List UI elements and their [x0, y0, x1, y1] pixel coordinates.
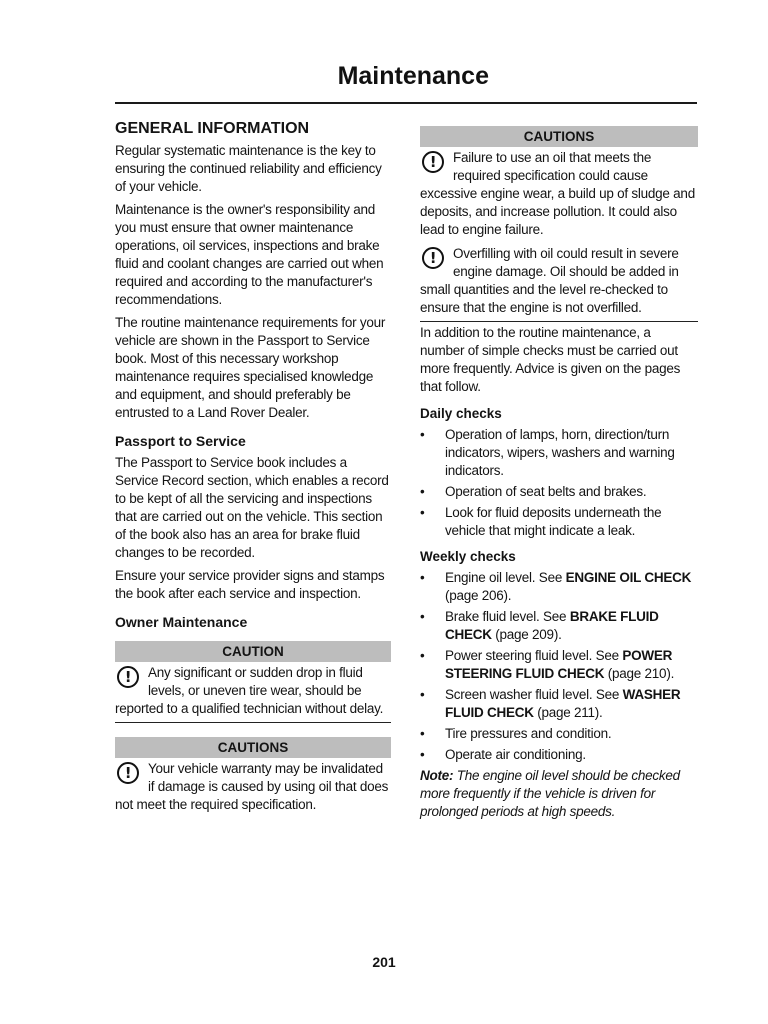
section-heading-general-information: GENERAL INFORMATION: [115, 120, 310, 137]
paragraph: Ensure your service provider signs and stamps the book after each service and inspection.: [115, 568, 385, 601]
subheading-owner-maintenance: Owner Maintenance: [115, 614, 248, 630]
subheading-passport-to-service: Passport to Service: [115, 433, 246, 449]
cautions-header: CAUTIONS: [420, 126, 698, 147]
bullet-icon: •: [420, 427, 425, 442]
cautions-box: [420, 126, 698, 322]
caution-text: Failure to use an oil that meets the required specification could cause excessive engine wear, a build up of sludge and deposits, and increase pollution. It could also lead to engine failure.: [420, 150, 695, 237]
right-column: [420, 126, 698, 826]
bullet-icon: •: [420, 687, 425, 702]
left-column: [115, 120, 391, 832]
caution-text: Your vehicle warranty may be invalidated if damage is caused by using oil that does not meet the required specification.: [115, 761, 389, 812]
title-rule: [115, 102, 697, 104]
list-item: [420, 647, 698, 683]
list-item: [420, 569, 698, 605]
paragraph-intro: In addition to the routine maintenance, a number of simple checks must be carried out more frequently. Advice is given on the pages that follow.: [420, 325, 681, 394]
caution-text: Any significant or sudden drop in fluid levels, or uneven tire wear, should be reported to a qualified technician without delay.: [115, 665, 384, 716]
caution-text: Overfilling with oil could result in severe engine damage. Oil should be added in small quantities and the level re-checked to ensure that the engine is not overfilled.: [420, 246, 679, 315]
weekly-checks-list: [420, 569, 698, 764]
note-label: Note:: [420, 768, 454, 783]
subheading-weekly-checks: Weekly checks: [420, 549, 516, 564]
list-item-text: Screen washer fluid level. See: [445, 687, 623, 702]
paragraph: The Passport to Service book includes a Service Record section, which enables a record to be kept of all the servicing and inspections that are carried out on the vehicle. This section of the book also has an area for brake fluid changes to be recorded.: [115, 455, 389, 560]
list-item: [420, 426, 698, 480]
list-item-text: Engine oil level. See: [445, 570, 566, 585]
warning-icon: !: [422, 247, 444, 269]
bullet-icon: •: [420, 505, 425, 520]
paragraph: The routine maintenance requirements for your vehicle are shown in the Passport to Service book. Most of this necessary workshop maintenance requires specialised knowledge and equipment, and should preferably be entrusted to a Land Rover Dealer.: [115, 315, 386, 420]
caution-item: [420, 243, 698, 321]
caution-header: CAUTION: [115, 641, 391, 662]
list-item: [420, 504, 698, 540]
paragraph: Maintenance is the owner's responsibility and you must ensure that owner maintenance operations, oil services, inspections and brake fluid and coolant changes are carried out when required and according to the manufacturer's recommendations.: [115, 202, 384, 307]
list-item: [420, 608, 698, 644]
warning-icon: !: [117, 762, 139, 784]
note-text: The engine oil level should be checked more frequently if the vehicle is driven for prolonged periods at high speeds.: [420, 768, 680, 819]
warning-icon: !: [422, 151, 444, 173]
cautions-header: CAUTIONS: [115, 737, 391, 758]
subheading-daily-checks: Daily checks: [420, 406, 502, 421]
caution-box: [115, 641, 391, 723]
caution-item: [115, 758, 391, 818]
paragraph: Regular systematic maintenance is the key to ensuring the continued reliability and efficiency of your vehicle.: [115, 143, 382, 194]
list-item-text: Look for fluid deposits underneath the vehicle that might indicate a leak.: [445, 505, 662, 538]
bullet-icon: •: [420, 609, 425, 624]
list-item-text: (page 211).: [533, 705, 603, 720]
bullet-icon: •: [420, 747, 425, 762]
daily-checks-list: [420, 426, 698, 540]
list-item: [420, 483, 698, 501]
note: [420, 767, 698, 821]
bullet-icon: •: [420, 726, 425, 741]
caution-item: [115, 662, 391, 722]
bullet-icon: •: [420, 484, 425, 499]
warning-icon: !: [117, 666, 139, 688]
bullet-icon: •: [420, 648, 425, 663]
list-item-text: Power steering fluid level. See: [445, 648, 623, 663]
list-item-text: Operation of seat belts and brakes.: [445, 484, 647, 499]
cautions-box: [115, 737, 391, 818]
cross-reference-link[interactable]: POWER STEERING FLUID CHECK: [445, 648, 673, 681]
list-item-text: (page 209).: [491, 627, 562, 642]
bullet-icon: •: [420, 570, 425, 585]
list-item: [420, 686, 698, 722]
caution-item: [420, 147, 698, 243]
list-item-text: Tire pressures and condition.: [445, 726, 612, 741]
list-item-text: Operation of lamps, horn, direction/turn indicators, wipers, washers and warning indicators.: [445, 427, 675, 478]
list-item: [420, 746, 698, 764]
page-number: 201: [372, 954, 396, 970]
list-item-text: Operate air conditioning.: [445, 747, 586, 762]
cross-reference-link[interactable]: BRAKE FLUID CHECK: [445, 609, 659, 642]
page-title: Maintenance: [337, 62, 489, 90]
list-item: [420, 725, 698, 743]
list-item-text: (page 206).: [445, 588, 512, 603]
cross-reference-link[interactable]: WASHER FLUID CHECK: [445, 687, 681, 720]
list-item-text: (page 210).: [604, 666, 675, 681]
cross-reference-link[interactable]: ENGINE OIL CHECK: [565, 570, 692, 585]
list-item-text: Brake fluid level. See: [445, 609, 570, 624]
